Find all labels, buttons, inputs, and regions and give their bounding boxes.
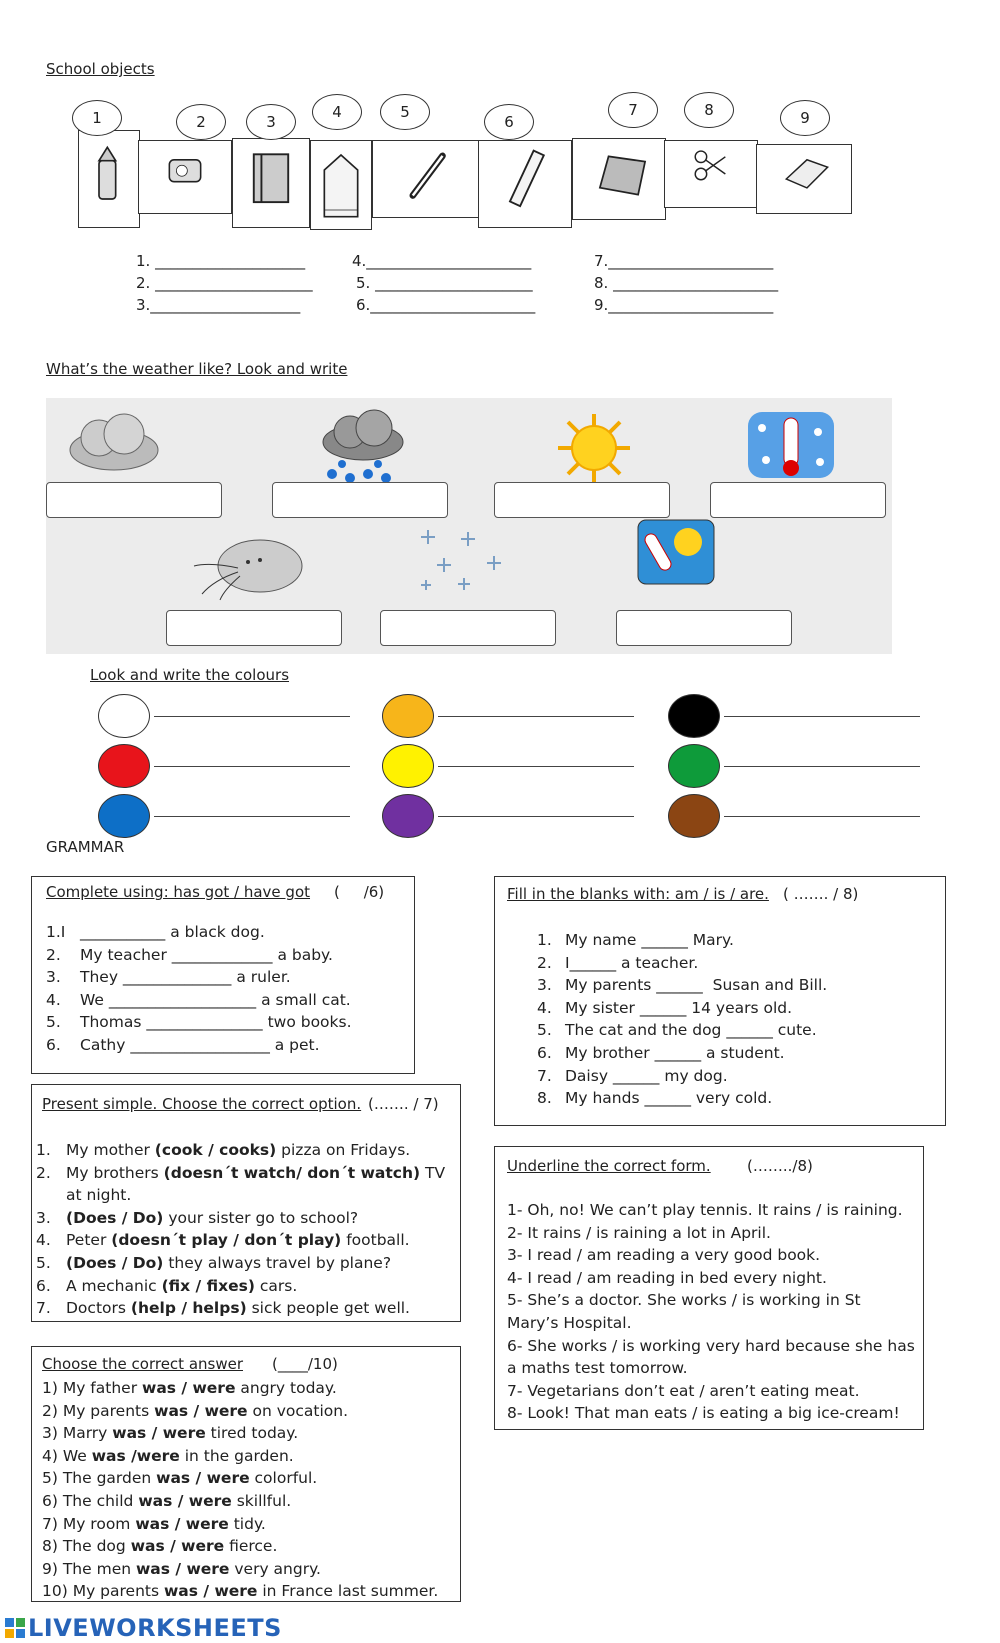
option-choice[interactable]: was / were	[142, 1379, 236, 1397]
eraser-icon	[757, 145, 851, 213]
windy-icon	[190, 532, 306, 602]
colour-answer-line-2[interactable]	[438, 716, 634, 717]
option-choice[interactable]: (doesn´t play / don´t play)	[111, 1231, 342, 1250]
crayon-icon	[79, 131, 139, 227]
present-simple-panel	[31, 1084, 461, 1322]
have-got-item: 6. Cathy __________________ a pet.	[46, 1035, 320, 1054]
was-were-item: 7) My room was / were tidy.	[42, 1514, 266, 1533]
object-box-2	[138, 140, 232, 214]
underline-item[interactable]: a maths test tomorrow.	[507, 1359, 688, 1378]
colours-title: Look and write the colours	[90, 666, 290, 684]
be-fill-item: 3. My parents ______ Susan and Bill.	[537, 976, 828, 995]
object-number-4: 4	[312, 94, 362, 130]
object-box-9	[756, 144, 852, 214]
was-were-item: 9) The men was / were very angry.	[42, 1559, 321, 1578]
object-box-5	[372, 140, 480, 218]
option-choice[interactable]: (Does / Do)	[66, 1208, 164, 1227]
option-choice[interactable]: (cook / cooks)	[154, 1141, 277, 1159]
option-choice[interactable]: was / were	[156, 1469, 250, 1488]
colour-answer-line-4[interactable]	[154, 766, 350, 767]
option-choice[interactable]: (Does / Do)	[66, 1253, 164, 1272]
present-simple-score: (……. / 7)	[368, 1095, 439, 1113]
underline-item[interactable]: 4- I read / am reading in bed every night.	[507, 1268, 827, 1287]
weather-panel	[46, 398, 892, 654]
answer-line-9[interactable]: 9.______________________	[594, 296, 774, 314]
underline-score: (……../8)	[747, 1157, 813, 1175]
be-fill-panel	[494, 876, 946, 1126]
was-were-item: 4) We was /were in the garden.	[42, 1446, 294, 1465]
object-box-8	[664, 140, 758, 208]
have-got-item: 2. My teacher _____________ a baby.	[46, 945, 333, 964]
answer-line-2[interactable]: 2. _____________________	[136, 274, 313, 292]
underline-item[interactable]: 3- I read / am reading a very good book.	[507, 1246, 821, 1265]
colour-dot-7	[98, 794, 150, 838]
object-number-6: 6	[484, 104, 534, 140]
underline-item[interactable]: 2- It rains / is raining a lot in April.	[507, 1223, 771, 1242]
answer-line-1[interactable]: 1. ____________________	[136, 252, 306, 270]
rainy-icon	[318, 408, 408, 488]
was-were-item: 6) The child was / were skillful.	[42, 1491, 292, 1510]
was-were-title: Choose the correct answer	[42, 1355, 243, 1373]
underline-item[interactable]: Mary’s Hospital.	[507, 1313, 632, 1332]
colour-answer-line-1[interactable]	[154, 716, 350, 717]
have-got-panel	[31, 876, 415, 1074]
weather-answer-2[interactable]	[272, 482, 448, 518]
have-got-list	[46, 921, 406, 1057]
present-simple-item: 3. (Does / Do) your sister go to school?	[36, 1208, 359, 1227]
underline-panel	[494, 1146, 924, 1430]
object-number-3: 3	[246, 104, 296, 140]
snowy-icon	[408, 522, 508, 592]
colour-dot-1	[98, 694, 150, 738]
present-simple-item: 6. A mechanic (fix / fixes) cars.	[36, 1276, 298, 1295]
option-choice[interactable]: was / were	[112, 1424, 206, 1443]
have-got-item: 4. We ___________________ a small cat.	[46, 990, 351, 1009]
present-simple-item: 7. Doctors (help / helps) sick people get well.	[36, 1299, 410, 1318]
object-box-6	[478, 140, 572, 228]
scissors-icon	[665, 141, 757, 207]
object-number-2: 2	[176, 104, 226, 140]
option-choice[interactable]: was /were	[91, 1446, 180, 1465]
colour-answer-line-6[interactable]	[724, 766, 920, 767]
be-fill-item: 6. My brother ______ a student.	[537, 1043, 785, 1062]
underline-item[interactable]: 1- Oh, no! We can’t play tennis. It rains / is raining.	[507, 1201, 903, 1219]
pencil-icon	[311, 141, 371, 229]
present-simple-item: 5. (Does / Do) they always travel by plane?	[36, 1253, 392, 1272]
underline-title: Underline the correct form.	[507, 1157, 711, 1175]
weather-answer-1[interactable]	[46, 482, 222, 518]
colour-dot-5	[382, 744, 434, 788]
object-box-4	[310, 140, 372, 230]
weather-title: What’s the weather like? Look and write	[46, 360, 348, 378]
be-fill-item: 2. I______ a teacher.	[537, 953, 699, 972]
be-fill-item: 1. My name ______ Mary.	[537, 931, 734, 949]
have-got-item: 1.I ___________ a black dog.	[46, 923, 265, 941]
sharpener-icon	[139, 141, 231, 213]
answer-line-6[interactable]: 6.______________________	[356, 296, 536, 314]
ruler-icon	[479, 141, 571, 227]
colour-dot-9	[668, 794, 720, 838]
underline-item[interactable]: 8- Look! That man eats / is eating a big ice-cream!	[507, 1404, 900, 1423]
book-icon	[233, 139, 309, 227]
be-fill-title: Fill in the blanks with: am / is / are.	[507, 885, 769, 903]
object-number-5: 5	[380, 94, 430, 130]
object-box-1	[78, 130, 140, 228]
object-box-3	[232, 138, 310, 228]
colour-dot-2	[382, 694, 434, 738]
was-were-item: 1) My father was / were angry today.	[42, 1379, 337, 1397]
object-number-9: 9	[780, 100, 830, 136]
colour-answer-line-3[interactable]	[724, 716, 920, 717]
option-choice[interactable]: (fix / fixes)	[161, 1276, 255, 1295]
object-number-8: 8	[684, 92, 734, 128]
answer-line-3[interactable]: 3.____________________	[136, 296, 301, 314]
answer-line-7[interactable]: 7.______________________	[594, 252, 774, 270]
was-were-score: (____/10)	[272, 1355, 338, 1373]
cloudy-icon	[64, 408, 164, 478]
option-choice[interactable]: was / were	[163, 1582, 258, 1601]
colour-dot-6	[668, 744, 720, 788]
answer-line-8[interactable]: 8. ______________________	[594, 274, 779, 292]
hot-icon	[636, 518, 716, 586]
sunny-icon	[552, 412, 636, 484]
present-simple-item: 4. Peter (doesn´t play / don´t play) football.	[36, 1231, 410, 1250]
option-choice[interactable]: was / were	[154, 1401, 248, 1420]
notebook-icon	[573, 139, 665, 219]
have-got-item: 3. They ______________ a ruler.	[46, 968, 291, 987]
grammar-title: GRAMMAR	[46, 838, 125, 856]
object-number-7: 7	[608, 92, 658, 128]
pen-icon	[373, 141, 479, 217]
option-choice[interactable]: (doesn´t watch/ don´t watch)	[163, 1163, 421, 1182]
weather-answer-5[interactable]	[166, 610, 342, 646]
footer-brand	[4, 1614, 282, 1642]
object-box-7	[572, 138, 666, 220]
colour-answer-line-7[interactable]	[154, 816, 350, 817]
option-choice[interactable]: (help / helps)	[130, 1299, 247, 1318]
was-were-item: 8) The dog was / were fierce.	[42, 1537, 278, 1556]
was-were-panel	[31, 1346, 461, 1602]
weather-answer-3[interactable]	[494, 482, 670, 518]
colour-answer-line-5[interactable]	[438, 766, 634, 767]
liveworksheets-logo-icon	[4, 1617, 26, 1639]
underline-item[interactable]: 6- She works / is working very hard because she has	[507, 1336, 915, 1355]
colour-dot-4	[98, 744, 150, 788]
object-number-1: 1	[72, 100, 122, 136]
be-fill-list	[537, 929, 937, 1110]
underline-list	[507, 1199, 919, 1425]
was-were-list	[42, 1377, 458, 1603]
option-choice[interactable]: was / were	[135, 1559, 230, 1578]
be-fill-item: 8. My hands ______ very cold.	[537, 1089, 773, 1108]
colour-dot-3	[668, 694, 720, 738]
be-fill-item: 5. The cat and the dog ______ cute.	[537, 1021, 817, 1040]
colour-answer-line-8[interactable]	[438, 816, 634, 817]
objects-title: School objects	[46, 60, 155, 78]
underline-item[interactable]: 7- Vegetarians don’t eat / aren’t eating meat.	[507, 1381, 860, 1400]
colour-answer-line-9[interactable]	[724, 816, 920, 817]
footer-brand-text: LIVEWORKSHEETS	[28, 1614, 282, 1642]
present-simple-item: at night.	[66, 1186, 132, 1205]
have-got-score: ( /6)	[334, 883, 385, 901]
option-choice[interactable]: was / were	[138, 1491, 232, 1510]
present-simple-item: 1. My mother (cook / cooks) pizza on Fridays.	[36, 1141, 411, 1159]
was-were-item: 3) Marry was / were tired today.	[42, 1424, 299, 1443]
weather-answer-7[interactable]	[616, 610, 792, 646]
be-fill-score: ( ……. / 8)	[783, 885, 859, 903]
present-simple-title: Present simple. Choose the correct option.	[42, 1095, 362, 1113]
was-were-item: 5) The garden was / were colorful.	[42, 1469, 318, 1488]
underline-item[interactable]: 5- She’s a doctor. She works / is working in St	[507, 1291, 861, 1310]
was-were-item: 2) My parents was / were on vocation.	[42, 1401, 349, 1420]
was-were-item: 10) My parents was / were in France last summer.	[42, 1582, 439, 1601]
have-got-item: 5. Thomas _______________ two books.	[46, 1013, 352, 1032]
be-fill-item: 7. Daisy ______ my dog.	[537, 1066, 728, 1085]
have-got-title: Complete using: has got / have got	[46, 883, 311, 901]
present-simple-list	[36, 1139, 456, 1320]
weather-answer-4[interactable]	[710, 482, 886, 518]
answer-line-5[interactable]: 5. _____________________	[356, 274, 533, 292]
answer-line-4[interactable]: 4.______________________	[352, 252, 532, 270]
present-simple-item: 2. My brothers (doesn´t watch/ don´t watch) TV	[36, 1163, 446, 1182]
colour-dot-8	[382, 794, 434, 838]
be-fill-item: 4. My sister ______ 14 years old.	[537, 998, 793, 1017]
cold-icon	[746, 410, 836, 480]
option-choice[interactable]: was / were	[130, 1537, 225, 1556]
option-choice[interactable]: was / were	[135, 1514, 229, 1533]
weather-answer-6[interactable]	[380, 610, 556, 646]
